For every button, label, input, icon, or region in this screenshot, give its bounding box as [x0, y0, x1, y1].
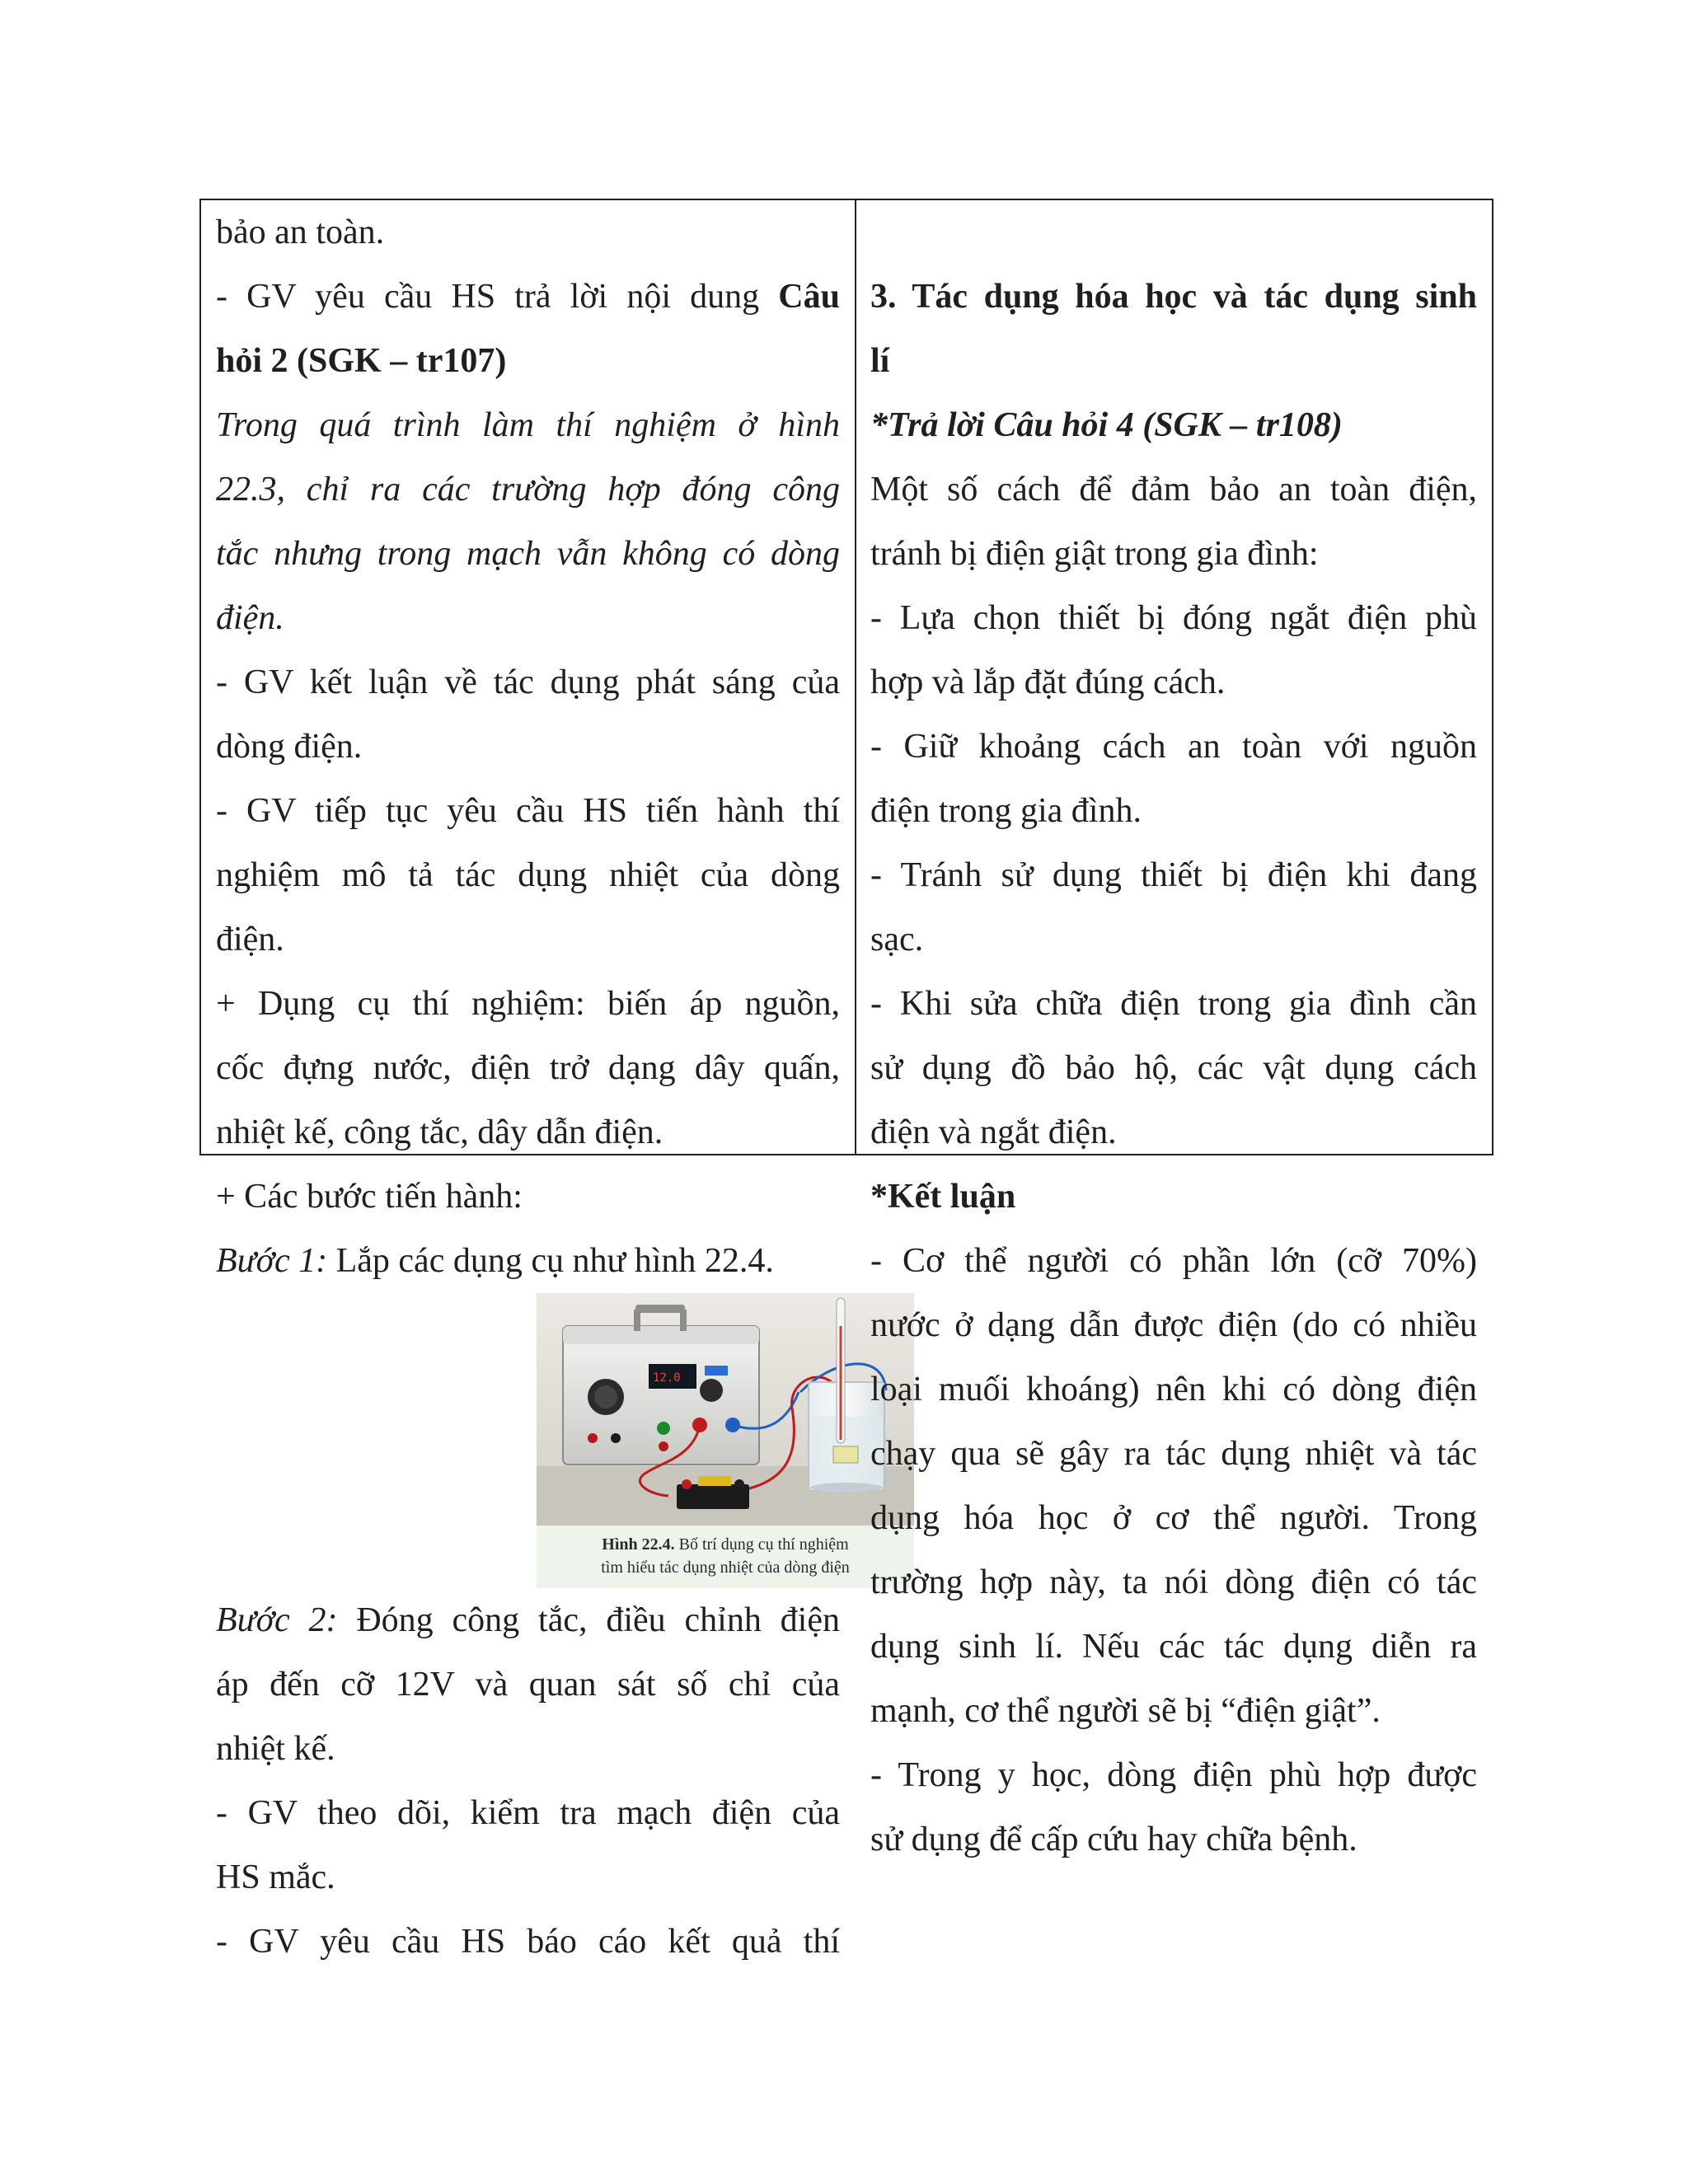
figure-caption: [537, 1526, 914, 1588]
text-line: [216, 1781, 840, 1845]
text-line: [870, 1679, 1477, 1743]
left-text-block: [216, 200, 840, 1293]
text-segment: nước ở dạng dẫn được điện (do có nhiều: [870, 1306, 1477, 1344]
text-line: [216, 972, 840, 1036]
text-segment: Trong quá trình làm thí nghiệm ở hình: [216, 406, 840, 444]
text-segment: nghiệm mô tả tác dụng nhiệt của dòng: [216, 856, 840, 894]
text-segment: sử dụng đồ bảo hộ, các vật dụng cách: [870, 1049, 1477, 1087]
text-segment: điện.: [216, 599, 284, 637]
text-line: [870, 1293, 1477, 1357]
text-line: [870, 1165, 1477, 1229]
text-line: [870, 329, 1477, 393]
figure-22-4: [537, 1293, 914, 1588]
text-segment: - Giữ khoảng cách an toàn với nguồn: [870, 728, 1477, 766]
text-line: [870, 265, 1477, 329]
text-line: [870, 779, 1477, 843]
text-segment: trường hợp này, ta nói dòng điện có tác: [870, 1563, 1477, 1601]
text-line: [216, 1910, 840, 1974]
text-segment: - GV kết luận về tác dụng phát sáng của: [216, 663, 840, 701]
text-segment: - GV theo dõi, kiểm tra mạch điện của: [216, 1794, 840, 1832]
text-segment: điện và ngắt điện.: [870, 1113, 1117, 1151]
text-segment: - Khi sửa chữa điện trong gia đình cần: [870, 985, 1477, 1023]
text-line: [216, 1165, 840, 1229]
text-segment: điện.: [216, 921, 284, 958]
text-segment: bảo an toàn.: [216, 213, 385, 251]
text-segment: Bước 2:: [216, 1601, 338, 1639]
text-line: [870, 1036, 1477, 1100]
text-segment: - Trong y học, dòng điện phù hợp được: [870, 1756, 1477, 1794]
text-segment: 22.3, chỉ ra các trường hợp đóng công: [216, 471, 840, 509]
text-segment: + Dụng cụ thí nghiệm: biến áp nguồn,: [216, 985, 840, 1023]
text-segment: dụng hóa học ở cơ thể người. Trong: [870, 1499, 1477, 1537]
text-segment: nhiệt kế.: [216, 1730, 335, 1768]
text-line: [216, 522, 840, 586]
text-segment: cốc đựng nước, điện trở dạng dây quấn,: [216, 1049, 840, 1087]
text-line: [870, 393, 1477, 457]
text-line: [870, 650, 1477, 715]
text-line: [870, 1807, 1477, 1872]
text-line: [216, 329, 840, 393]
experiment-illustration: [537, 1293, 914, 1526]
text-line: [870, 457, 1477, 522]
text-segment: dòng điện.: [216, 728, 363, 766]
text-line: [216, 843, 840, 907]
text-line: [870, 1422, 1477, 1486]
text-segment: điện trong gia đình.: [870, 792, 1142, 830]
text-line: [216, 1845, 840, 1910]
text-line: [216, 457, 840, 522]
text-segment: *Trả lời Câu hỏi 4 (SGK – tr108): [870, 406, 1343, 444]
text-line: [216, 200, 840, 265]
text-line: [870, 1357, 1477, 1422]
student-content-column: [856, 200, 1492, 1858]
text-segment: lí: [870, 342, 890, 380]
text-segment: Câu: [778, 278, 840, 316]
text-segment: - GV tiếp tục yêu cầu HS tiến hành thí: [216, 792, 840, 830]
text-line: [216, 650, 840, 715]
text-segment: Đóng công tắc, điều chỉnh điện: [337, 1601, 840, 1639]
text-segment: Lắp các dụng cụ như hình 22.4.: [327, 1242, 774, 1280]
text-line: [870, 586, 1477, 650]
text-line: [870, 1550, 1477, 1615]
text-line: [870, 1229, 1477, 1293]
teacher-activity-column: [201, 200, 856, 1961]
text-line: [870, 1743, 1477, 1807]
text-segment: Bước 1:: [216, 1242, 328, 1280]
svg-text:12.0: 12.0: [653, 1371, 681, 1385]
text-line: [216, 586, 840, 650]
left-text-block-2: [216, 1588, 840, 1974]
text-segment: - Cơ thể người có phần lớn (cỡ 70%): [870, 1242, 1477, 1280]
text-line: [216, 1717, 840, 1781]
text-segment: tránh bị điện giật trong gia đình:: [870, 535, 1319, 573]
text-segment: HS mắc.: [216, 1858, 335, 1896]
text-line: [216, 1652, 840, 1717]
text-line: [870, 1100, 1477, 1165]
text-segment: hợp và lắp đặt đúng cách.: [870, 663, 1226, 701]
text-line: [870, 1486, 1477, 1550]
text-line: [216, 1100, 840, 1165]
text-line: [870, 522, 1477, 586]
text-line: [870, 715, 1477, 779]
lesson-table: [199, 199, 1493, 1961]
text-line: [870, 972, 1477, 1036]
text-segment: + Các bước tiến hành:: [216, 1178, 523, 1216]
text-segment: loại muối khoáng) nên khi có dòng điện: [870, 1371, 1477, 1408]
text-segment: Một số cách để đảm bảo an toàn điện,: [870, 471, 1477, 509]
text-line: [870, 200, 1477, 265]
text-segment: sử dụng để cấp cứu hay chữa bệnh.: [870, 1821, 1357, 1858]
text-segment: - GV yêu cầu HS trả lời nội dung: [216, 278, 779, 316]
text-segment: mạnh, cơ thể người sẽ bị “điện giật”.: [870, 1692, 1381, 1730]
text-segment: áp đến cỡ 12V và quan sát số chỉ của: [216, 1666, 840, 1704]
text-line: [216, 715, 840, 779]
text-segment: - Lựa chọn thiết bị đóng ngắt điện phù: [870, 599, 1477, 637]
text-line: [870, 843, 1477, 907]
right-text-block: [870, 200, 1477, 1872]
text-line: [870, 907, 1477, 972]
text-line: [216, 393, 840, 457]
text-segment: - GV yêu cầu HS báo cáo kết quả thí: [216, 1923, 840, 1961]
text-segment: - Tránh sử dụng thiết bị điện khi đang: [870, 856, 1477, 894]
text-line: [216, 1229, 840, 1293]
text-segment: tắc nhưng trong mạch vẫn không có dòng: [216, 535, 840, 573]
text-line: [216, 1588, 840, 1652]
text-segment: chạy qua sẽ gây ra tác dụng nhiệt và tác: [870, 1435, 1477, 1473]
text-line: [870, 1615, 1477, 1679]
text-segment: hỏi 2 (SGK – tr107): [216, 342, 507, 380]
figure-caption-text: Bố trí dụng cụ thí nghiệm: [674, 1535, 849, 1554]
text-segment: nhiệt kế, công tắc, dây dẫn điện.: [216, 1113, 663, 1151]
text-segment: sạc.: [870, 921, 924, 958]
text-segment: 3. Tác dụng hóa học và tác dụng sinh: [870, 278, 1477, 316]
text-segment: *Kết luận: [870, 1178, 1016, 1216]
text-line: [216, 265, 840, 329]
experiment-photo: [537, 1293, 914, 1526]
figure-caption-text-2: tìm hiểu tác dụng nhiệt của dòng điện: [601, 1558, 850, 1577]
text-segment: dụng sinh lí. Nếu các tác dụng diễn ra: [870, 1628, 1477, 1666]
text-line: [216, 779, 840, 843]
figure-caption-label: Hình 22.4.: [602, 1535, 675, 1554]
text-line: [216, 1036, 840, 1100]
text-line: [216, 907, 840, 972]
